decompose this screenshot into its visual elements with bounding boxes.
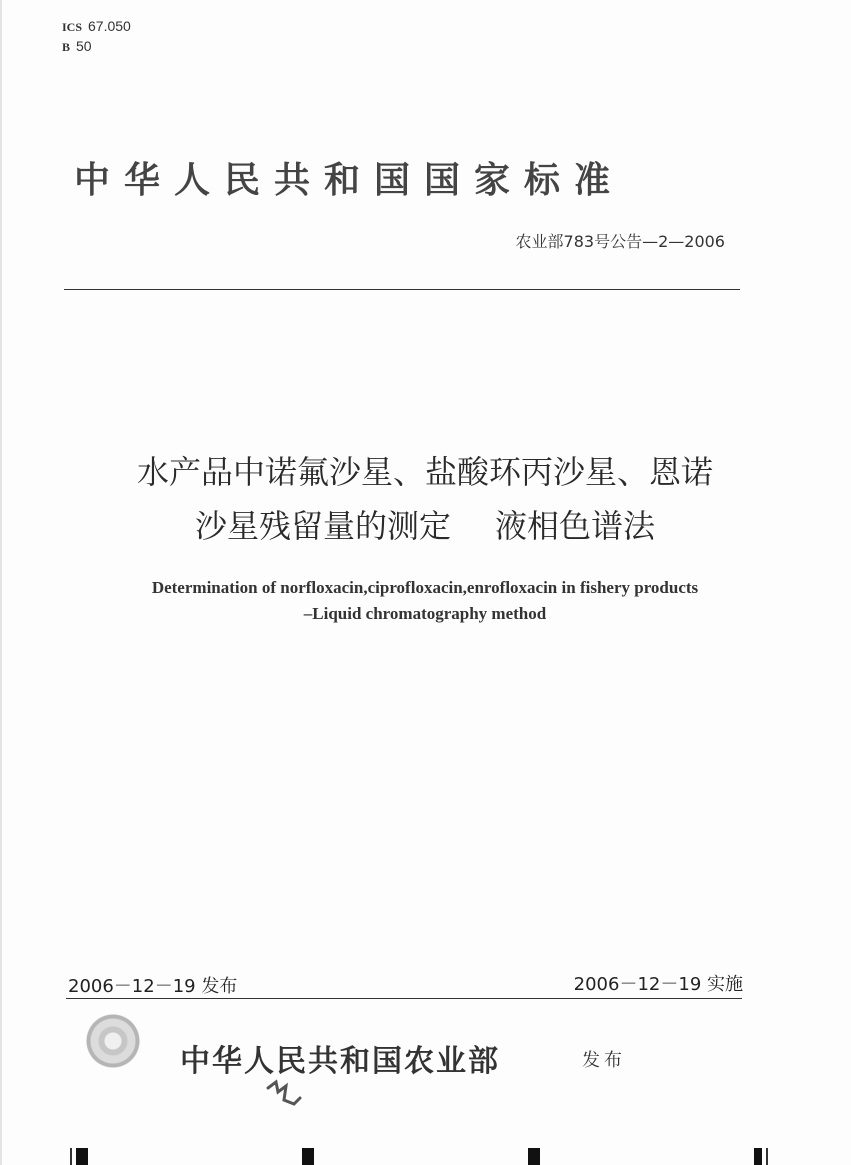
cls-line: [62, 37, 131, 57]
issue-date: 2006－12－19 发布: [68, 976, 238, 997]
scan-mark: [528, 1148, 540, 1165]
chinese-title: [40, 445, 810, 553]
official-seal-icon: [86, 1012, 140, 1070]
scan-mark: [766, 1148, 768, 1165]
chinese-title-line2-part1: 沙星残留量的测定: [194, 507, 451, 545]
english-title: [40, 575, 810, 627]
ics-label: ICS: [62, 20, 83, 34]
implementation-date: 2006－12－19 实施: [573, 974, 743, 995]
issuing-authority: 中华人民共和国农业部: [180, 1044, 500, 1079]
chinese-title-line2-part2: 液相色谱法: [495, 507, 656, 545]
english-title-line2: –Liquid chromatography method: [303, 604, 547, 623]
scan-mark: [76, 1148, 88, 1165]
issuer-suffix: 发布: [582, 1050, 626, 1071]
page-edge: [0, 0, 2, 1165]
english-title-line1: Determination of norfloxacin,ciprofloxacin,enrofloxacin in fishery products: [151, 578, 699, 597]
scan-mark: [70, 1148, 72, 1165]
cls-label: B: [62, 40, 71, 54]
national-standard-title: 中华人民共和国国家标准: [74, 159, 625, 201]
ics-line: [62, 17, 131, 37]
chinese-title-line2: [40, 499, 810, 553]
scan-mark: [754, 1148, 762, 1165]
top-divider: [64, 289, 740, 290]
bottom-divider: [66, 998, 742, 999]
signature-mark-icon: [264, 1078, 304, 1112]
chinese-title-line1: 水产品中诺氟沙星、盐酸环丙沙星、恩诺: [136, 453, 713, 491]
ics-code: 67.050: [88, 18, 131, 34]
scan-mark: [302, 1148, 314, 1165]
document-number: 农业部783号公告—2—2006: [515, 232, 725, 251]
cls-code: 50: [76, 38, 92, 54]
classification-block: [62, 17, 131, 57]
